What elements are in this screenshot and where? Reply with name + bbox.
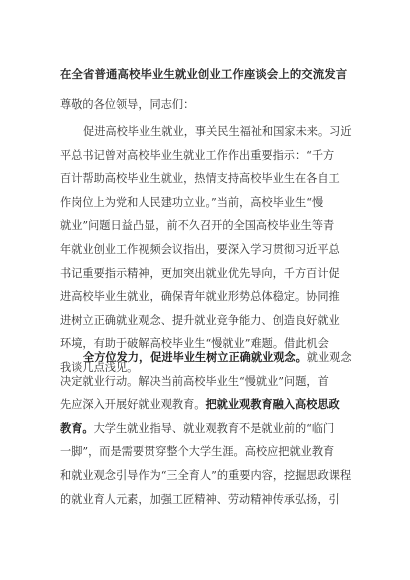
- text-line: 促进高校毕业生就业，事关民生福祉和国家未来。习近: [83, 125, 352, 138]
- text-line: 进高校毕业生就业，确保青年就业形势总体稳定。协同推: [60, 290, 340, 304]
- text-line: 一脚”，而是需要贯穿整个大学生涯。高校应把就业教育: [60, 445, 335, 459]
- text-line: 我谈几点浅见。: [60, 360, 139, 374]
- subsection-heading: 教育。: [60, 420, 94, 435]
- text-run: 大学生就业指导、就业观教育不是就业前的“临门: [93, 421, 335, 435]
- document-title: 在全省普通高校毕业生就业创业工作座谈会上的交流发言: [60, 67, 348, 81]
- text-line: 就业”问题日益凸显，前不久召开的全国高校毕业生等青: [60, 219, 335, 233]
- greeting: 尊敬的各位领导，同志们：: [60, 98, 195, 111]
- text-line: 的就业育人元素，加强工匠精神、劳动精神传承弘扬，引: [60, 492, 340, 506]
- paragraph-2: [60, 346, 360, 511]
- text-line: 作岗位上为党和人民建功立业。”当前，高校毕业生“慢: [60, 195, 324, 209]
- paragraph-1: [60, 120, 360, 380]
- text-line: 年就业创业工作视频会议指出，要深入学习贯彻习近平总: [60, 242, 340, 256]
- text-line: 进树立正确就业观念、提升就业竞争能力、创造良好就业: [60, 313, 340, 327]
- text-line: [60, 393, 360, 417]
- section-heading: 全方位发力，促进毕业生树立正确就业观念。: [83, 350, 307, 364]
- text-line: 书记重要指示精神，更加突出就业优先导向，千方百计促: [60, 266, 340, 280]
- subsection-heading: 把就业观教育融入高校思政: [205, 397, 340, 412]
- text-run: 就业观念: [306, 351, 352, 364]
- text-run: 先应深入开展好就业观教育。: [60, 398, 206, 412]
- text-line: [60, 346, 360, 370]
- text-line: 平总书记曾对高校毕业生就业工作作出重要指示：“千方: [60, 148, 335, 162]
- text-line: 百计帮助高校毕业生就业，热情支持高校毕业生在各自工: [60, 172, 340, 186]
- text-line: 和就业观念引导作为“三全育人”的重要内容，挖掘思政课程: [60, 468, 352, 482]
- text-line: 环境，有助于破解高校毕业生“慢就业”难题。借此机会: [60, 337, 329, 351]
- text-line: 决定就业行动。解决当前高校毕业生“慢就业”问题，首: [60, 374, 329, 388]
- text-line: [60, 417, 360, 441]
